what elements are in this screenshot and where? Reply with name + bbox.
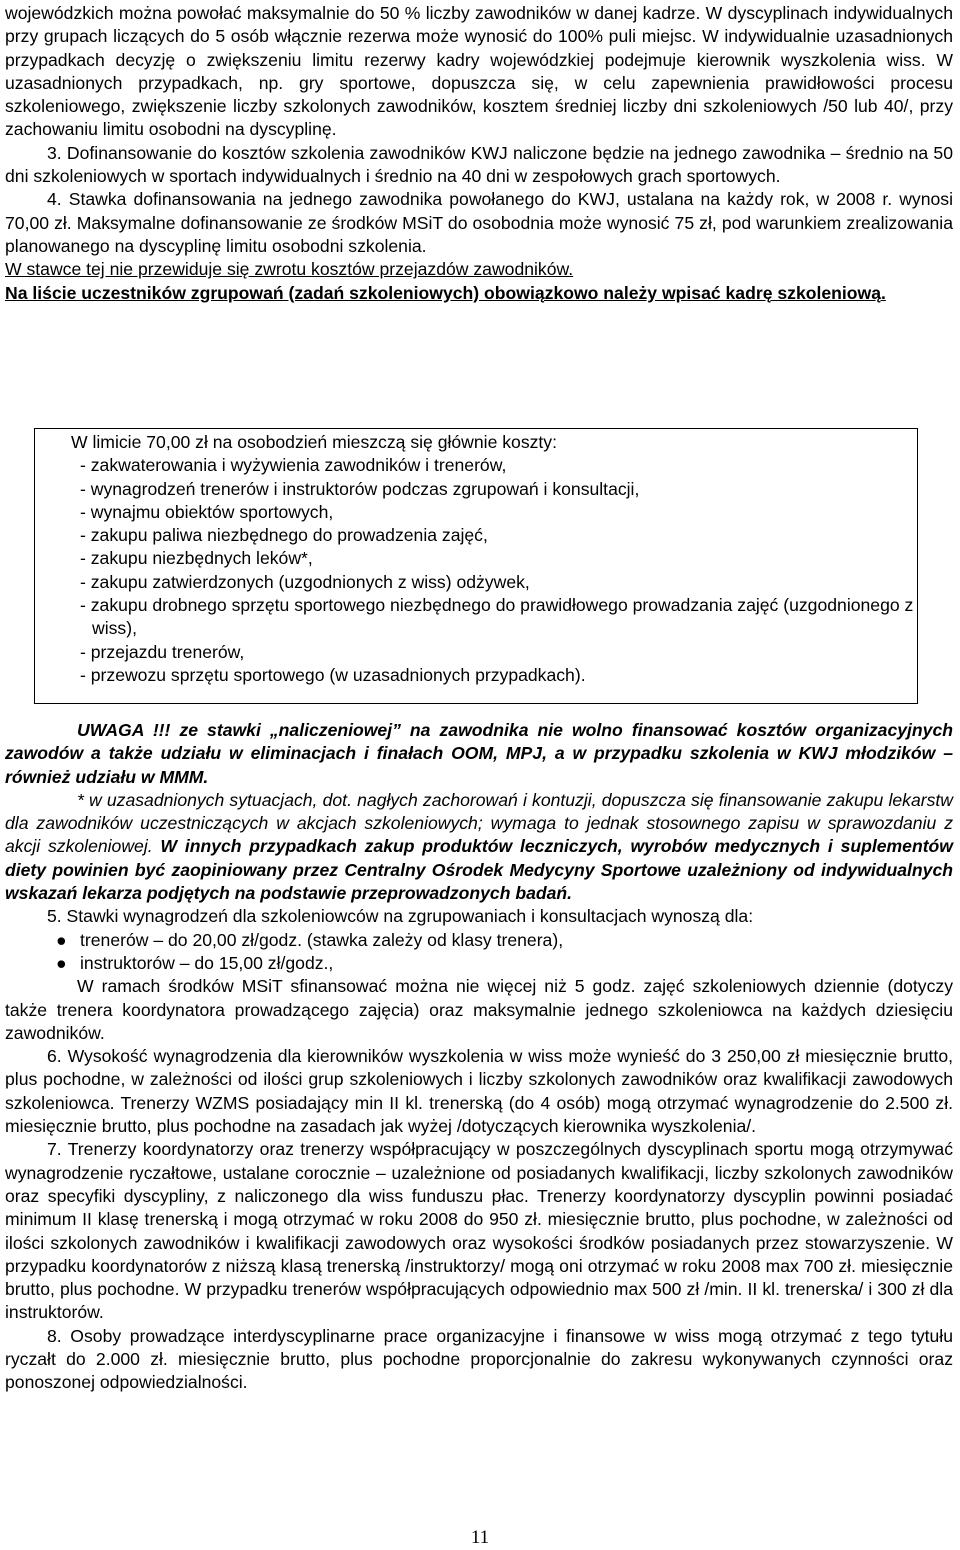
footnote-italic: * w uzasadnionych sytuacjach, dot. nagłych zachorowań i kontuzji, dopuszcza się finansowanie zakupu lekarstw dla zawodników uczestniczących w akcjach szkoleniowych; wymaga to jednak stosownego zapisu w sprawozdaniu z akcji szkoleniowej. (5, 789, 953, 857)
page-number: 11 (470, 1527, 490, 1548)
point-7: 7. Trenerzy koordynatorzy oraz trenerzy współpracujący w poszczególnych dyscyplinach sportu mogą otrzymywać wynagrodzenie ryczałtowe, ustalane corocznie – uzależnione od posiadanych kwalifikacji, liczby szkolonych zawodników oraz specyfiki dyscypliny, z naliczonego dla wiss funduszu płac. Trenerzy koordynatorzy dyscyplin powinni posiadać minimum II klasę trenerską i mogą otrzymać w roku 2008 do 950 zł. miesięcznie brutto, plus pochodne, w zależności od ilości szkolonych zawodników i kwalifikacji zawodowych oraz wysokości środków posiadanych przez stowarzyszenie. W przypadku koordynatorów z niższą klasą trenerską /instruktorzy/ mogą oni otrzymać w roku 2008 max 700 zł. miesięcznie brutto, plus pochodne. W przypadku trenerów współpracujących odpowiednio max 500 zł /min. II kl. trenerska/ i 300 zł dla instruktorów. (5, 1139, 953, 1323)
bullet-dot-icon: ● (56, 929, 67, 950)
uwaga-note: UWAGA !!! ze stawki „naliczeniowej” na zawodnika nie wolno finansować kosztów organizacyjnych zawodów a także udziału w eliminacjach i finałach OOM, MPJ, a w przypadku szkolenia w KWJ młodzików – również udziału w MMM. (5, 720, 953, 787)
rate-bullet-text: trenerów – do 20,00 zł/godz. (stawka zależy od klasy trenera), (80, 929, 564, 950)
cost-item: - przejazdu trenerów, (80, 641, 245, 662)
rate-bullet (56, 929, 953, 952)
footnote-bold-italic: W innych przypadkach zakup produktów leczniczych, wyrobów medycznych i suplementów diety powinien być zaopiniowany przez Centralny Ośrodek Medycyny Sportowe uzależniony od indywidualnych wskazań lekarza podjętych na podstawie przeprowadzonych badań. (5, 836, 953, 904)
footnote-paragraph (5, 789, 953, 905)
cost-item: - zakupu drobnego sprzętu sportowego niezbędnego do prawidłowego prowadzania zajęć (uzgodnionego z wiss), (80, 595, 914, 639)
point-3: 3. Dofinansowanie do kosztów szkolenia zawodników KWJ naliczone będzie na jednego zawodnika – średnio na 50 dni szkoleniowych w sportach indywidualnych i średnio na 40 dni w zespołowych grach sportowych. (5, 142, 953, 187)
point-4: 4. Stawka dofinansowania na jednego zawodnika powołanego do KWJ, ustalana na każdy rok, w 2008 r. wynosi 70,00 zł. Maksymalne dofinansowanie ze środków MSiT do osobodnia może wynosić 75 zł, pod warunkiem zrealizowania planowanego na dyscyplinę limitu osobodni szkolenia. (5, 189, 953, 256)
cost-item: - zakwaterowania i wyżywienia zawodników i trenerów, (80, 455, 507, 476)
cost-item: - zakupu niezbędnych leków*, (80, 548, 313, 569)
point-5-after: W ramach środków MSiT sfinansować można nie więcej niż 5 godz. zajęć szkoleniowych dziennie (dotyczy także trenera koordynatora prowadzącego zajęcia) oraz maksymalnie jednego szkoleniowca na każdych dziesięciu zawodników. (5, 976, 953, 1043)
document-page (5, 2, 953, 305)
cost-item: - zakupu paliwa niezbędnego do prowadzenia zajęć, (80, 525, 488, 546)
point-4-underlined-note: W stawce tej nie przewiduje się zwrotu kosztów przejazdów zawodników. (5, 259, 574, 280)
bullet-dot-icon: ● (56, 952, 67, 973)
point-5-lead: 5. Stawki wynagrodzeń dla szkoleniowców na zgrupowaniach i konsultacjach wynoszą dla: (47, 906, 754, 927)
intro-paragraph: wojewódzkich można powołać maksymalnie do 50 % liczby zawodników w danej kadrze. W dyscyplinach indywidualnych przy grupach liczących do 5 osób włącznie rezerwa może wynosić do 100% puli miejsc. W indywidualnie uzasadnionych przypadkach decyzję o zwiększeniu limitu rezerwy kadry wojewódzkiej podejmuje kierownik wyszkolenia wiss. W uzasadnionych przypadkach, np. gry sportowe, dopuszcza się, w celu zapewnienia prawidłowości procesu szkoleniowego, zwiększenie liczby szkolonych zawodników, kosztem średniej liczby dni szkoleniowych /50 lub 40/, przy zachowaniu limitu osobodni na dyscyplinę. (5, 3, 953, 140)
cost-box-lead: W limicie 70,00 zł na osobodzień mieszczą się głównie koszty: (71, 432, 557, 452)
rate-bullet-text: instruktorów – do 15,00 zł/godz., (80, 952, 334, 973)
cost-item: - zakupu zatwierdzonych (uzgodnionych z wiss) odżywek, (80, 571, 530, 592)
cost-limit-box (34, 428, 918, 704)
rate-bullet (56, 952, 953, 975)
rate-bullet-list (5, 929, 953, 976)
point-6: 6. Wysokość wynagrodzenia dla kierowników wyszkolenia w wiss może wynieść do 3 250,00 zł miesięcznie brutto, plus pochodne, w zależności od ilości grup szkoleniowych i liczby szkolonych zawodników oraz kwalifikacji zawodowych szkoleniowca. Trenerzy WZMS posiadający min II kl. trenerską (do 4 osób) mogą otrzymać wynagrodzenie do 2.500 zł. miesięcznie brutto, plus pochodne na zasadach jak wyżej /dotyczących kierownika wyszkolenia/. (5, 1046, 953, 1137)
cost-item: - przewozu sprzętu sportowego (w uzasadnionych przypadkach). (80, 664, 586, 685)
point-4-bold-note: Na liście uczestników zgrupowań (zadań szkoleniowych) obowiązkowo należy wpisać kadrę szkoleniową. (5, 282, 886, 303)
cost-item: - wynajmu obiektów sportowych, (80, 501, 334, 522)
point-8: 8. Osoby prowadzące interdyscyplinarne prace organizacyjne i finansowe w wiss mogą otrzymać z tego tytułu ryczałt do 2.000 zł. miesięcznie brutto, plus pochodne proporcjonalnie do zakresu wykonywanych czynności oraz ponoszonej odpowiedzialności. (5, 1325, 953, 1393)
document-section-2 (5, 719, 953, 1395)
cost-item: - wynagrodzeń trenerów i instruktorów podczas zgrupowań i konsultacji, (80, 478, 640, 499)
cost-list (71, 454, 917, 687)
